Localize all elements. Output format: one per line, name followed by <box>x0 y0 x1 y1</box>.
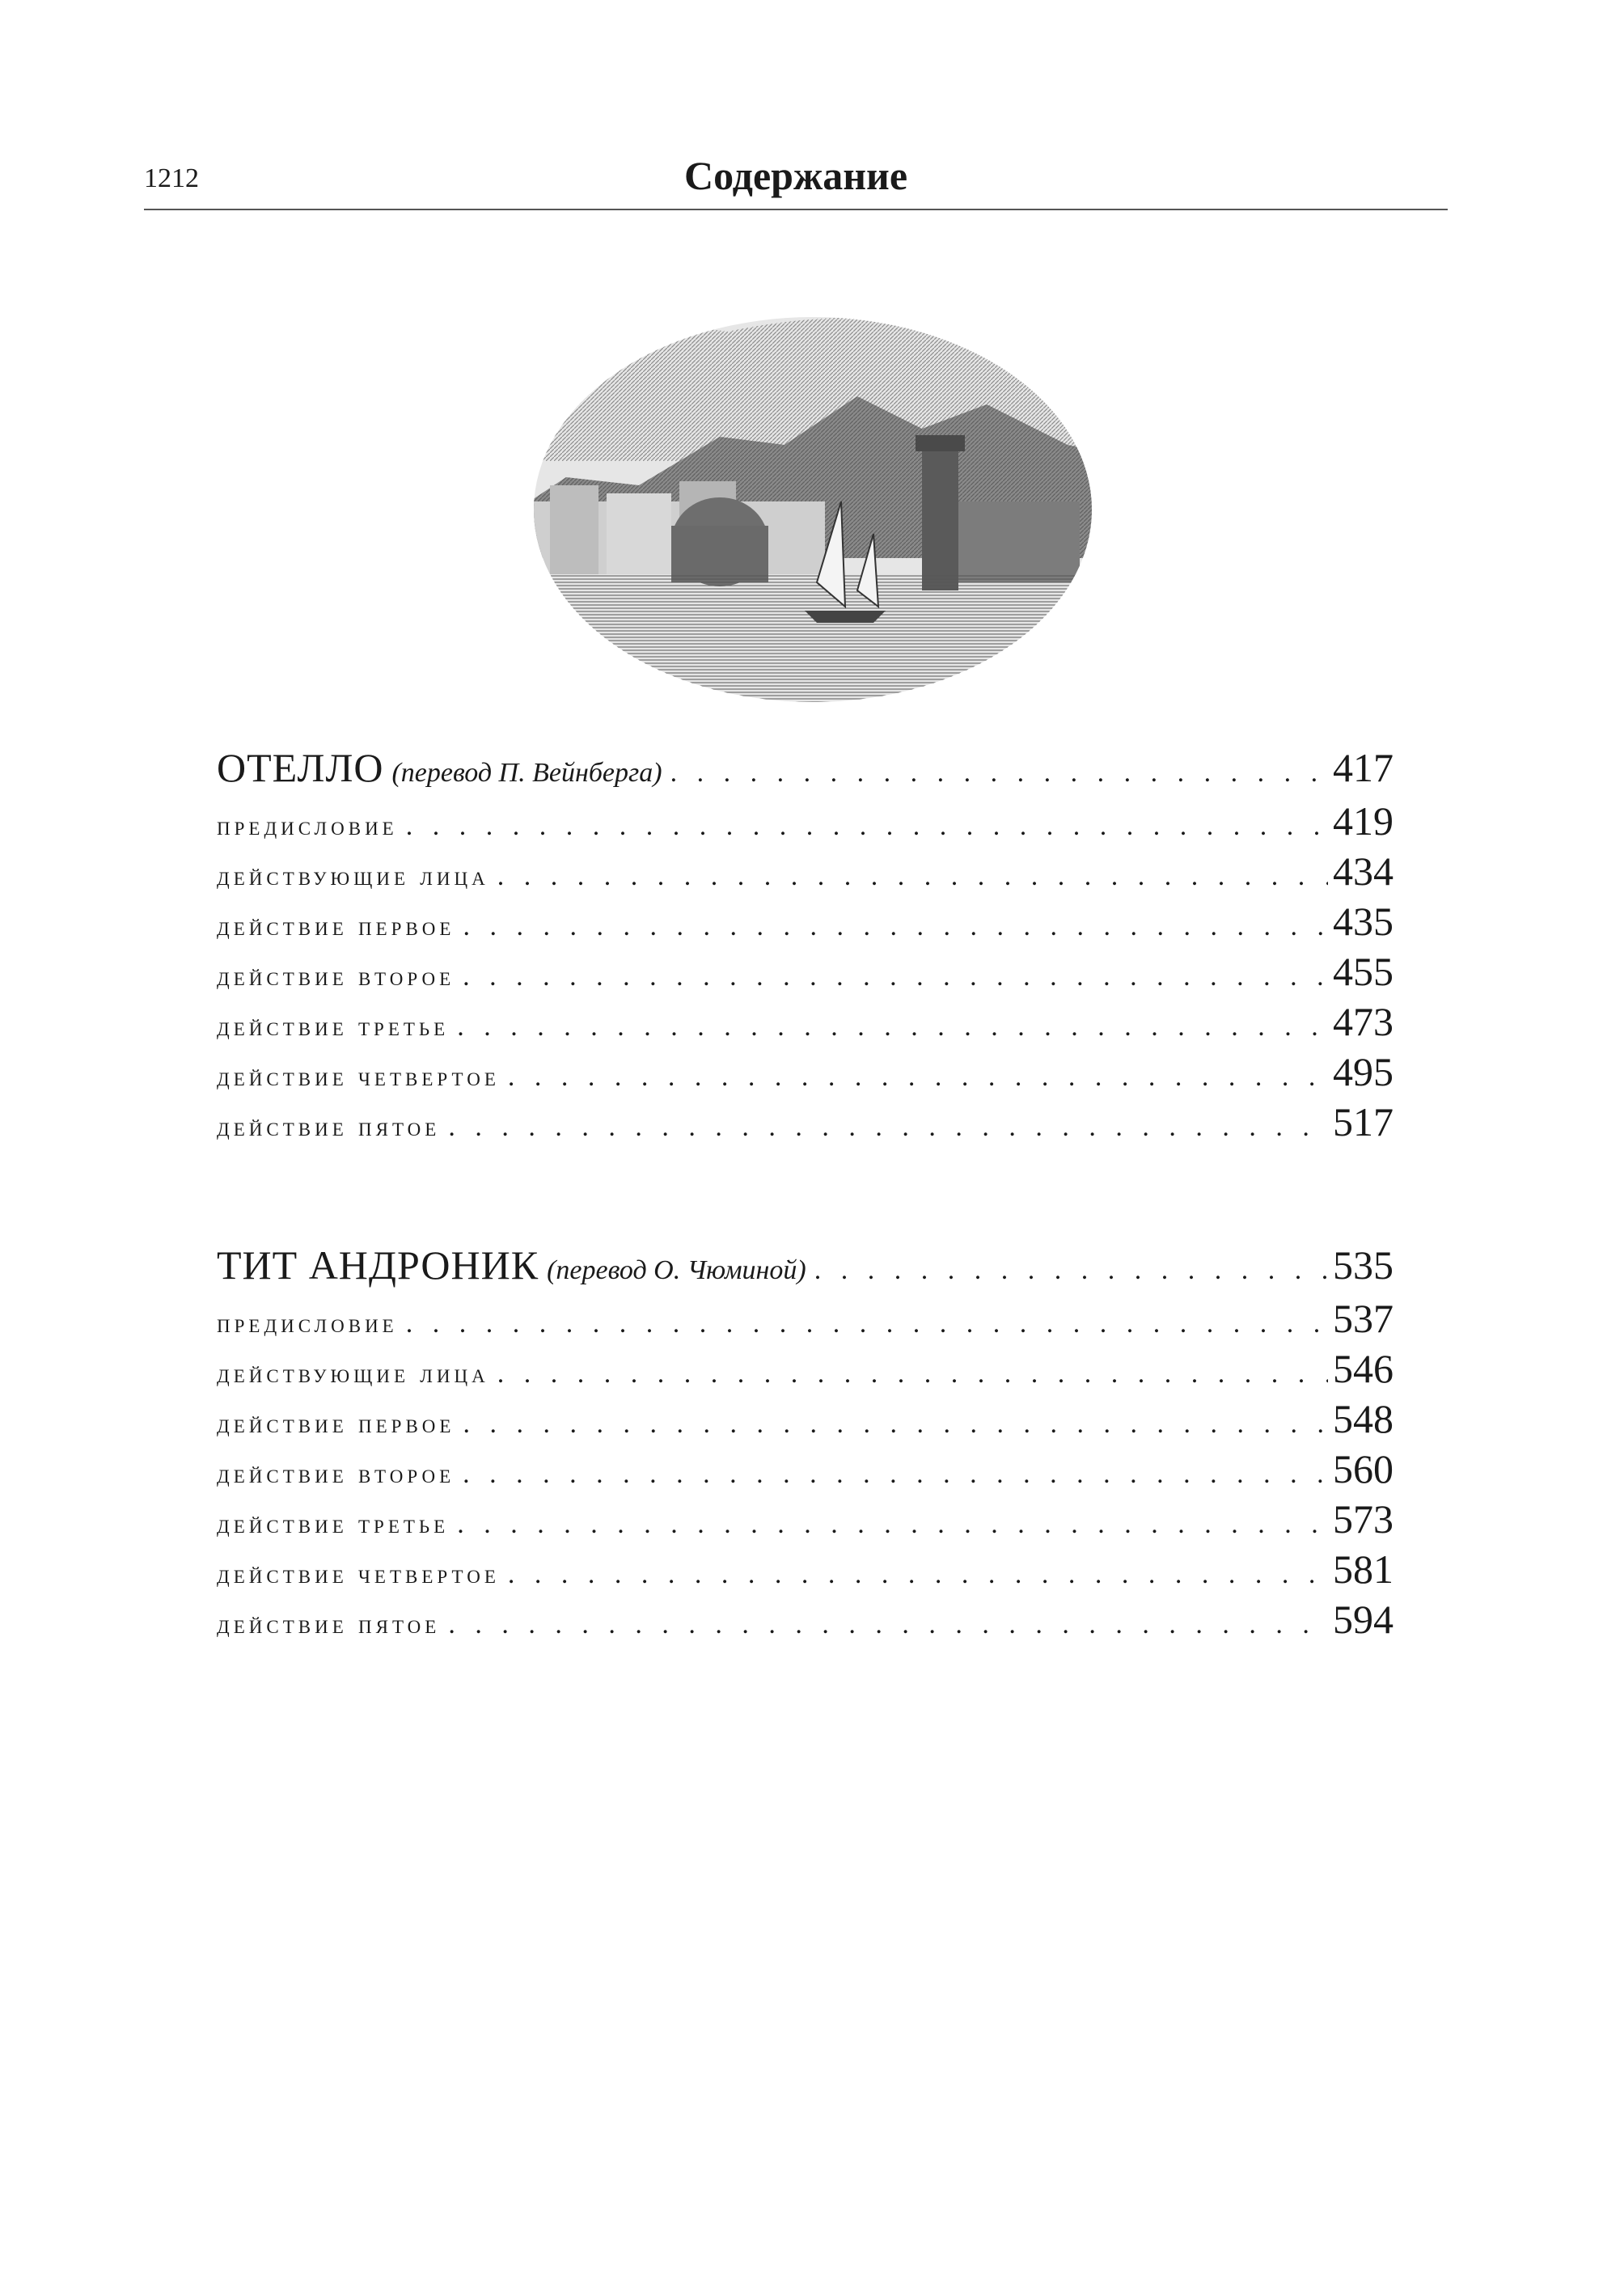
running-title: Содержание <box>683 153 908 198</box>
toc-entry[interactable] <box>217 848 1394 898</box>
translator-note: (перевод П. Вейнберга) <box>391 758 662 788</box>
page-ref: 573 <box>1333 1496 1394 1542</box>
toc-entry[interactable] <box>217 1496 1394 1546</box>
play-title: ОТЕЛЛО <box>217 745 384 790</box>
toc-entry-label: действующие лица <box>217 1360 489 1389</box>
dot-leader <box>497 1359 1328 1390</box>
page-ref: 419 <box>1333 798 1394 844</box>
dot-leader <box>448 1610 1328 1640</box>
toc-entry[interactable] <box>217 1546 1394 1596</box>
toc-entry-label: действие второе <box>217 1460 455 1489</box>
dot-leader <box>497 861 1328 892</box>
toc-entry[interactable] <box>217 1596 1394 1646</box>
toc-entry[interactable] <box>217 1098 1394 1149</box>
harbor-vignette <box>518 299 1108 704</box>
toc-entry[interactable] <box>217 1345 1394 1395</box>
toc-entry[interactable] <box>217 1445 1394 1496</box>
page-ref: 581 <box>1333 1546 1394 1592</box>
horsemen-vignette <box>396 1771 1221 2135</box>
toc-entry-label: действие третье <box>217 1013 450 1042</box>
page-ref: 434 <box>1333 848 1394 894</box>
toc-entry-label: действие третье <box>217 1510 450 1539</box>
page-ref: 435 <box>1333 899 1394 944</box>
toc-entry-label: действие первое <box>217 912 455 941</box>
toc-play-title-row[interactable] <box>217 1242 1394 1295</box>
toc-entry-label: действие пятое <box>217 1610 441 1639</box>
page-ref: 417 <box>1333 745 1394 790</box>
toc-entry[interactable] <box>217 998 1394 1048</box>
running-header <box>144 146 1448 210</box>
dot-leader <box>448 1112 1328 1143</box>
toc-entry[interactable] <box>217 1048 1394 1098</box>
page-ref: 455 <box>1333 949 1394 994</box>
header-rule <box>144 209 1448 210</box>
toc-entry-label: действие четвертое <box>217 1063 500 1092</box>
page-ref: 546 <box>1333 1346 1394 1391</box>
toc-entry-label: действие второе <box>217 962 455 992</box>
page-ref: 535 <box>1333 1242 1394 1288</box>
toc-play-title-row[interactable] <box>217 744 1394 797</box>
translator-note: (перевод О. Чюминой) <box>547 1255 806 1285</box>
toc-entry-label: предисловие <box>217 1309 398 1339</box>
toc-entry-label: действие первое <box>217 1410 455 1439</box>
page-ref: 560 <box>1333 1446 1394 1491</box>
page-ref: 537 <box>1333 1296 1394 1341</box>
dot-leader <box>814 1255 1328 1286</box>
toc-entry[interactable] <box>217 797 1394 848</box>
dot-leader <box>670 758 1328 789</box>
page-ref: 548 <box>1333 1396 1394 1441</box>
toc-entry-label: действие пятое <box>217 1113 441 1142</box>
toc-entry-label: предисловие <box>217 812 398 841</box>
toc-entry-label: действующие лица <box>217 862 489 891</box>
dot-leader <box>406 811 1328 842</box>
page-ref: 495 <box>1333 1049 1394 1094</box>
dot-leader <box>457 1012 1328 1043</box>
toc-section-otello <box>217 744 1394 1149</box>
dot-leader <box>406 1309 1328 1339</box>
page-ref: 517 <box>1333 1099 1394 1144</box>
play-title: ТИТ АНДРОНИК <box>217 1242 539 1288</box>
dot-leader <box>508 1559 1328 1590</box>
toc-entry[interactable] <box>217 948 1394 998</box>
page-number: 1212 <box>144 163 199 193</box>
toc-entry[interactable] <box>217 1295 1394 1345</box>
dot-leader <box>463 1409 1328 1440</box>
toc-entry[interactable] <box>217 898 1394 948</box>
dot-leader <box>463 912 1328 942</box>
dot-leader <box>463 962 1328 992</box>
toc-section-titus <box>217 1242 1394 1646</box>
dot-leader <box>508 1062 1328 1093</box>
dot-leader <box>463 1459 1328 1490</box>
dot-leader <box>457 1509 1328 1540</box>
page-ref: 473 <box>1333 999 1394 1044</box>
toc-entry-label: действие четвертое <box>217 1560 500 1589</box>
toc-entry[interactable] <box>217 1395 1394 1445</box>
page-ref: 594 <box>1333 1597 1394 1642</box>
